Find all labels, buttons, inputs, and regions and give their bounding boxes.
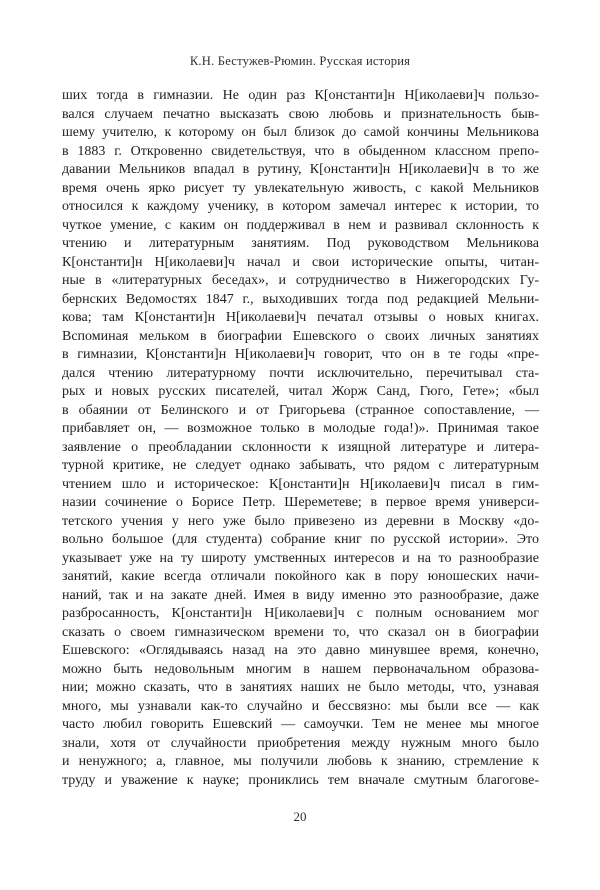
- body-text: [62, 87, 539, 790]
- text-line: назии сочинение о Борисе Петр. Шереметеве; в первое время универси-: [62, 495, 539, 510]
- text-line: чуткое умение, с каким он поддерживал в нем и развивал склонность к: [62, 217, 539, 233]
- text-line: в гимназии, К[онстанти]н Н[иколаеви]ч говорит, что он в те годы «пре-: [62, 347, 539, 362]
- text-line: разбросанность, К[онстанти]н Н[иколаеви]ч с полным основанием мог: [62, 606, 539, 621]
- text-line: наний, так и на закате дней. Имея в виду именно это разнообразие, даже: [62, 587, 539, 603]
- text-line: тетского учения у него уже было привезено из деревни в Москву «до-: [62, 513, 539, 529]
- text-line: много, мы узнавали как-то случайно и бессвязно: мы были все — как: [62, 698, 539, 714]
- text-line: в 1883 г. Откровенно свидетельствуя, что в обыденном классном препо-: [62, 143, 539, 159]
- running-head: К.Н. Бестужев-Рюмин. Русская история: [189, 54, 411, 68]
- text-line: дался чтению литературному почти исключительно, перечитывал ста-: [62, 365, 539, 381]
- text-line: кова; там К[онстанти]н Н[иколаеви]ч печатал отзывы о новых книгах.: [62, 310, 539, 325]
- text-line: шему учителю, к которому он был близок до самой кончины Мельникова: [62, 125, 539, 140]
- text-line: ные в «литературных беседах», и сотрудничество в Нижегородских Гу-: [62, 273, 539, 288]
- text-line: сказать о своем гимназическом времени то, что сказал он в биографии: [62, 624, 539, 640]
- text-line: рых и новых русских писателей, читал Жорж Санд, Гюго, Гете»; «был: [62, 384, 539, 399]
- text-line: чтению и литературным занятиям. Под руководством Мельникова: [62, 236, 539, 251]
- text-line: труду и уважение к науке; прониклись тем вначале смутным благогове-: [62, 772, 539, 788]
- text-line: Ешевского: «Оглядываясь назад на это давно минувшее время, конечно,: [62, 643, 539, 658]
- text-line: время очень ярко рисует ту увлекательную живость, с какой Мельников: [62, 180, 539, 196]
- text-line: занятий, какие всегда отличали покойного как в пору юношеских начи-: [62, 569, 539, 584]
- text-line: ших тогда в гимназии. Не один раз К[онстанти]н Н[иколаеви]ч пользо-: [62, 88, 539, 103]
- text-line: часто любил говорить Ешевский — самоучки. Тем не менее мы многое: [62, 717, 539, 732]
- text-line: бернских Ведомостях 1847 г., выходивших тогда под редакцией Мельни-: [62, 291, 539, 307]
- text-line: указывает уже на ту широту умственных интересов и на то разнообразие: [62, 550, 539, 566]
- text-line: К[онстанти]н Н[иколаеви]ч начал и свои исторические опыты, читан-: [62, 254, 539, 270]
- text-line: давании Мельников впадал в рутину, К[онстанти]н Н[иколаеви]ч в то же: [62, 162, 539, 177]
- text-line: и ненужного; а, главное, мы получили любовь к знанию, стремление к: [62, 754, 539, 769]
- page-number: 20: [293, 809, 307, 824]
- text-line: знали, хотя от случайности приобретения между нужным много было: [62, 735, 539, 751]
- text-line: можно быть недовольным многим в нашем первоначальном образова-: [62, 661, 539, 677]
- text-line: относился к каждому ученику, в котором замечал интерес к истории, то: [62, 199, 539, 214]
- text-line: турной критике, не следует однако забывать, что рядом с литературным: [62, 458, 539, 473]
- text-line: в обаянии от Белинского и от Григорьева (странное сопоставление, —: [62, 402, 539, 418]
- text-line: нии; можно сказать, что в занятиях наших не было методы, что, узнавая: [62, 680, 539, 695]
- text-line: заявление о преобладании склонности к изящной литературе и литера-: [62, 439, 539, 455]
- text-line: Вспоминая мельком в биографии Ешевского о своих личных занятиях: [62, 328, 539, 344]
- text-line: прибавляет он, — возможное только в молодые года!)». Принимая такое: [62, 421, 539, 436]
- text-line: вольно большое (для студента) собрание книг по русской истории». Это: [62, 532, 539, 547]
- text-line: чтением шло и историческое: К[онстанти]н Н[иколаеви]ч писал в гим-: [62, 476, 539, 492]
- text-line: вался случаем печатно высказать свою любовь и признательность быв-: [62, 106, 539, 122]
